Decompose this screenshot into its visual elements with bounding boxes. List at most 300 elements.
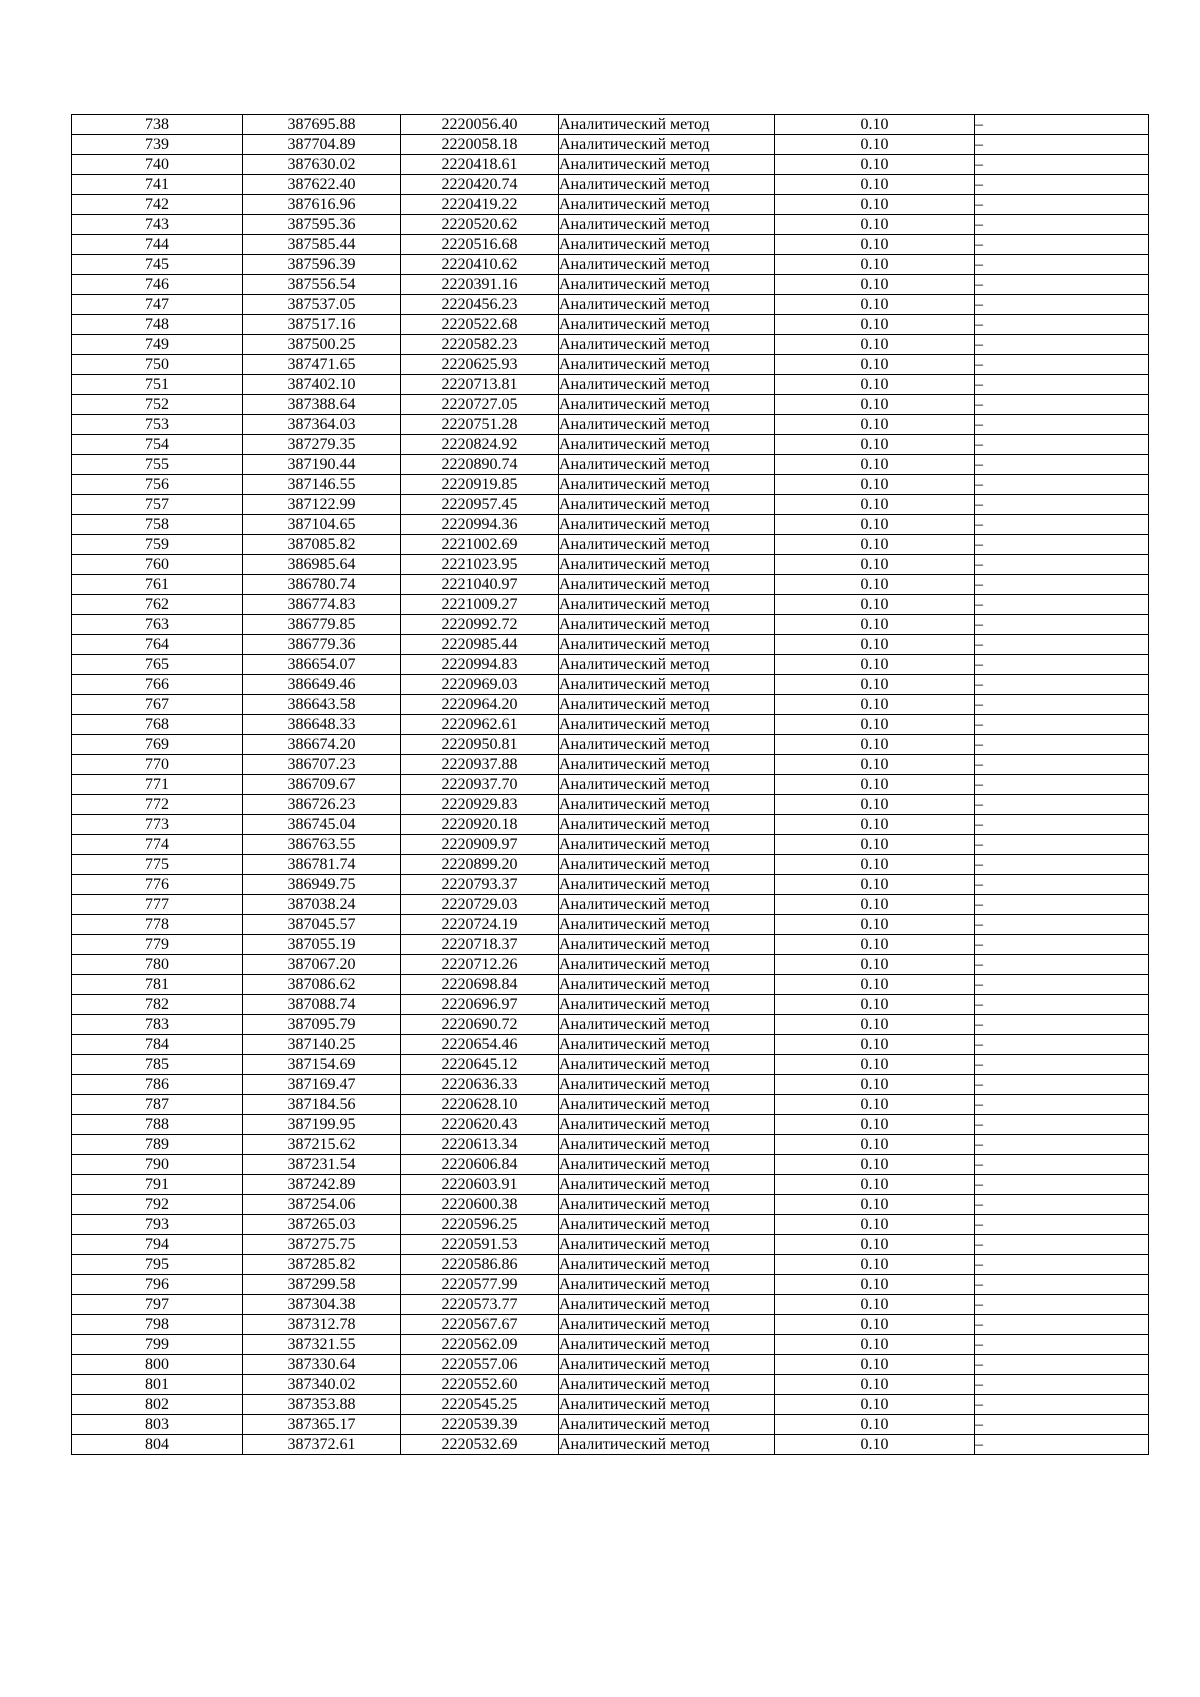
accuracy-cell: 0.10 [775, 1095, 975, 1115]
x-coordinate-cell: 386674.20 [243, 735, 401, 755]
x-coordinate-cell: 387104.65 [243, 515, 401, 535]
accuracy-cell: 0.10 [775, 215, 975, 235]
table-row [72, 195, 1149, 215]
accuracy-cell: 0.10 [775, 475, 975, 495]
method-cell: Аналитический метод [559, 675, 775, 695]
accuracy-cell: 0.10 [775, 595, 975, 615]
y-coordinate-cell: 2220751.28 [401, 415, 559, 435]
accuracy-cell: 0.10 [775, 1155, 975, 1175]
table-row [72, 1095, 1149, 1115]
point-number-cell: 799 [72, 1335, 243, 1355]
method-cell: Аналитический метод [559, 415, 775, 435]
point-number-cell: 753 [72, 415, 243, 435]
point-number-cell: 773 [72, 815, 243, 835]
table-row [72, 215, 1149, 235]
point-number-cell: 789 [72, 1135, 243, 1155]
note-cell: – [975, 1255, 1149, 1275]
x-coordinate-cell: 387299.58 [243, 1275, 401, 1295]
note-cell: – [975, 495, 1149, 515]
accuracy-cell: 0.10 [775, 115, 975, 135]
x-coordinate-cell: 386774.83 [243, 595, 401, 615]
x-coordinate-cell: 387279.35 [243, 435, 401, 455]
method-cell: Аналитический метод [559, 1235, 775, 1255]
y-coordinate-cell: 2220606.84 [401, 1155, 559, 1175]
method-cell: Аналитический метод [559, 1295, 775, 1315]
note-cell: – [975, 195, 1149, 215]
method-cell: Аналитический метод [559, 795, 775, 815]
note-cell: – [975, 915, 1149, 935]
point-number-cell: 758 [72, 515, 243, 535]
x-coordinate-cell: 387231.54 [243, 1155, 401, 1175]
accuracy-cell: 0.10 [775, 1415, 975, 1435]
y-coordinate-cell: 2221040.97 [401, 575, 559, 595]
accuracy-cell: 0.10 [775, 675, 975, 695]
accuracy-cell: 0.10 [775, 255, 975, 275]
point-number-cell: 787 [72, 1095, 243, 1115]
y-coordinate-cell: 2220690.72 [401, 1015, 559, 1035]
point-number-cell: 786 [72, 1075, 243, 1095]
table-row [72, 355, 1149, 375]
y-coordinate-cell: 2220645.12 [401, 1055, 559, 1075]
y-coordinate-cell: 2220410.62 [401, 255, 559, 275]
x-coordinate-cell: 387265.03 [243, 1215, 401, 1235]
x-coordinate-cell: 387146.55 [243, 475, 401, 495]
accuracy-cell: 0.10 [775, 755, 975, 775]
method-cell: Аналитический метод [559, 615, 775, 635]
table-row [72, 415, 1149, 435]
note-cell: – [975, 135, 1149, 155]
point-number-cell: 785 [72, 1055, 243, 1075]
method-cell: Аналитический метод [559, 935, 775, 955]
y-coordinate-cell: 2220950.81 [401, 735, 559, 755]
table-row [72, 715, 1149, 735]
table-row [72, 1415, 1149, 1435]
point-number-cell: 801 [72, 1375, 243, 1395]
accuracy-cell: 0.10 [775, 1435, 975, 1455]
point-number-cell: 777 [72, 895, 243, 915]
table-row [72, 1355, 1149, 1375]
point-number-cell: 797 [72, 1295, 243, 1315]
y-coordinate-cell: 2220391.16 [401, 275, 559, 295]
point-number-cell: 790 [72, 1155, 243, 1175]
point-number-cell: 744 [72, 235, 243, 255]
note-cell: – [975, 215, 1149, 235]
point-number-cell: 783 [72, 1015, 243, 1035]
table-row [72, 875, 1149, 895]
note-cell: – [975, 635, 1149, 655]
y-coordinate-cell: 2220056.40 [401, 115, 559, 135]
note-cell: – [975, 755, 1149, 775]
note-cell: – [975, 595, 1149, 615]
y-coordinate-cell: 2220567.67 [401, 1315, 559, 1335]
point-number-cell: 767 [72, 695, 243, 715]
table-row [72, 1155, 1149, 1175]
point-number-cell: 782 [72, 995, 243, 1015]
method-cell: Аналитический метод [559, 775, 775, 795]
y-coordinate-cell: 2220920.18 [401, 815, 559, 835]
method-cell: Аналитический метод [559, 555, 775, 575]
point-number-cell: 769 [72, 735, 243, 755]
point-number-cell: 746 [72, 275, 243, 295]
note-cell: – [975, 1415, 1149, 1435]
method-cell: Аналитический метод [559, 1375, 775, 1395]
table-row [72, 735, 1149, 755]
x-coordinate-cell: 386949.75 [243, 875, 401, 895]
y-coordinate-cell: 2220419.22 [401, 195, 559, 215]
note-cell: – [975, 1055, 1149, 1075]
point-number-cell: 798 [72, 1315, 243, 1335]
method-cell: Аналитический метод [559, 195, 775, 215]
x-coordinate-cell: 387364.03 [243, 415, 401, 435]
point-number-cell: 776 [72, 875, 243, 895]
method-cell: Аналитический метод [559, 215, 775, 235]
table-row [72, 1195, 1149, 1215]
table-row [72, 475, 1149, 495]
method-cell: Аналитический метод [559, 955, 775, 975]
point-number-cell: 749 [72, 335, 243, 355]
note-cell: – [975, 1135, 1149, 1155]
accuracy-cell: 0.10 [775, 895, 975, 915]
accuracy-cell: 0.10 [775, 715, 975, 735]
x-coordinate-cell: 386781.74 [243, 855, 401, 875]
accuracy-cell: 0.10 [775, 775, 975, 795]
method-cell: Аналитический метод [559, 735, 775, 755]
note-cell: – [975, 1075, 1149, 1095]
x-coordinate-cell: 387353.88 [243, 1395, 401, 1415]
method-cell: Аналитический метод [559, 255, 775, 275]
accuracy-cell: 0.10 [775, 155, 975, 175]
note-cell: – [975, 1395, 1149, 1415]
note-cell: – [975, 375, 1149, 395]
table-row [72, 1135, 1149, 1155]
note-cell: – [975, 995, 1149, 1015]
point-number-cell: 760 [72, 555, 243, 575]
x-coordinate-cell: 387556.54 [243, 275, 401, 295]
note-cell: – [975, 415, 1149, 435]
y-coordinate-cell: 2220620.43 [401, 1115, 559, 1135]
table-row [72, 555, 1149, 575]
y-coordinate-cell: 2220573.77 [401, 1295, 559, 1315]
y-coordinate-cell: 2220522.68 [401, 315, 559, 335]
accuracy-cell: 0.10 [775, 1215, 975, 1235]
method-cell: Аналитический метод [559, 715, 775, 735]
table-row [72, 775, 1149, 795]
table-row [72, 135, 1149, 155]
table-row [72, 1175, 1149, 1195]
table-row [72, 455, 1149, 475]
table-row [72, 1015, 1149, 1035]
note-cell: – [975, 1355, 1149, 1375]
accuracy-cell: 0.10 [775, 995, 975, 1015]
method-cell: Аналитический метод [559, 1175, 775, 1195]
note-cell: – [975, 715, 1149, 735]
y-coordinate-cell: 2220727.05 [401, 395, 559, 415]
note-cell: – [975, 355, 1149, 375]
x-coordinate-cell: 387585.44 [243, 235, 401, 255]
y-coordinate-cell: 2220628.10 [401, 1095, 559, 1115]
point-number-cell: 779 [72, 935, 243, 955]
x-coordinate-cell: 387596.39 [243, 255, 401, 275]
point-number-cell: 761 [72, 575, 243, 595]
table-row [72, 235, 1149, 255]
method-cell: Аналитический метод [559, 655, 775, 675]
method-cell: Аналитический метод [559, 815, 775, 835]
x-coordinate-cell: 387622.40 [243, 175, 401, 195]
x-coordinate-cell: 387388.64 [243, 395, 401, 415]
method-cell: Аналитический метод [559, 755, 775, 775]
point-number-cell: 802 [72, 1395, 243, 1415]
accuracy-cell: 0.10 [775, 615, 975, 635]
point-number-cell: 772 [72, 795, 243, 815]
table-row [72, 1035, 1149, 1055]
point-number-cell: 741 [72, 175, 243, 195]
accuracy-cell: 0.10 [775, 1315, 975, 1335]
x-coordinate-cell: 387154.69 [243, 1055, 401, 1075]
table-row [72, 815, 1149, 835]
note-cell: – [975, 795, 1149, 815]
note-cell: – [975, 955, 1149, 975]
table-row [72, 275, 1149, 295]
table-row [72, 1215, 1149, 1235]
point-number-cell: 771 [72, 775, 243, 795]
y-coordinate-cell: 2220603.91 [401, 1175, 559, 1195]
method-cell: Аналитический метод [559, 635, 775, 655]
accuracy-cell: 0.10 [775, 375, 975, 395]
y-coordinate-cell: 2220964.20 [401, 695, 559, 715]
table-row [72, 575, 1149, 595]
table-row [72, 295, 1149, 315]
note-cell: – [975, 695, 1149, 715]
method-cell: Аналитический метод [559, 1335, 775, 1355]
table-row [72, 1295, 1149, 1315]
y-coordinate-cell: 2221023.95 [401, 555, 559, 575]
x-coordinate-cell: 387365.17 [243, 1415, 401, 1435]
accuracy-cell: 0.10 [775, 1235, 975, 1255]
x-coordinate-cell: 387085.82 [243, 535, 401, 555]
note-cell: – [975, 1375, 1149, 1395]
point-number-cell: 795 [72, 1255, 243, 1275]
accuracy-cell: 0.10 [775, 395, 975, 415]
method-cell: Аналитический метод [559, 1015, 775, 1035]
x-coordinate-cell: 386779.85 [243, 615, 401, 635]
table-row [72, 335, 1149, 355]
table-row [72, 1275, 1149, 1295]
accuracy-cell: 0.10 [775, 275, 975, 295]
point-number-cell: 784 [72, 1035, 243, 1055]
method-cell: Аналитический метод [559, 1415, 775, 1435]
y-coordinate-cell: 2220654.46 [401, 1035, 559, 1055]
accuracy-cell: 0.10 [775, 635, 975, 655]
x-coordinate-cell: 387088.74 [243, 995, 401, 1015]
method-cell: Аналитический метод [559, 1315, 775, 1335]
method-cell: Аналитический метод [559, 1255, 775, 1275]
note-cell: – [975, 455, 1149, 475]
point-number-cell: 740 [72, 155, 243, 175]
table-row [72, 495, 1149, 515]
note-cell: – [975, 735, 1149, 755]
accuracy-cell: 0.10 [775, 195, 975, 215]
method-cell: Аналитический метод [559, 1275, 775, 1295]
note-cell: – [975, 1335, 1149, 1355]
method-cell: Аналитический метод [559, 1215, 775, 1235]
note-cell: – [975, 1035, 1149, 1055]
accuracy-cell: 0.10 [775, 795, 975, 815]
point-number-cell: 793 [72, 1215, 243, 1235]
point-number-cell: 743 [72, 215, 243, 235]
point-number-cell: 781 [72, 975, 243, 995]
note-cell: – [975, 1315, 1149, 1335]
x-coordinate-cell: 386709.67 [243, 775, 401, 795]
accuracy-cell: 0.10 [775, 135, 975, 155]
table-row [72, 695, 1149, 715]
method-cell: Аналитический метод [559, 495, 775, 515]
note-cell: – [975, 815, 1149, 835]
x-coordinate-cell: 387500.25 [243, 335, 401, 355]
accuracy-cell: 0.10 [775, 1135, 975, 1155]
accuracy-cell: 0.10 [775, 1255, 975, 1275]
table-row [72, 795, 1149, 815]
x-coordinate-cell: 386763.55 [243, 835, 401, 855]
accuracy-cell: 0.10 [775, 915, 975, 935]
accuracy-cell: 0.10 [775, 855, 975, 875]
y-coordinate-cell: 2220713.81 [401, 375, 559, 395]
accuracy-cell: 0.10 [775, 335, 975, 355]
note-cell: – [975, 435, 1149, 455]
y-coordinate-cell: 2220729.03 [401, 895, 559, 915]
method-cell: Аналитический метод [559, 175, 775, 195]
x-coordinate-cell: 387184.56 [243, 1095, 401, 1115]
y-coordinate-cell: 2221002.69 [401, 535, 559, 555]
method-cell: Аналитический метод [559, 695, 775, 715]
x-coordinate-cell: 386654.07 [243, 655, 401, 675]
accuracy-cell: 0.10 [775, 815, 975, 835]
y-coordinate-cell: 2220600.38 [401, 1195, 559, 1215]
method-cell: Аналитический метод [559, 115, 775, 135]
method-cell: Аналитический метод [559, 895, 775, 915]
table-row [72, 1315, 1149, 1335]
table-row [72, 855, 1149, 875]
point-number-cell: 796 [72, 1275, 243, 1295]
point-number-cell: 742 [72, 195, 243, 215]
y-coordinate-cell: 2220696.97 [401, 995, 559, 1015]
point-number-cell: 788 [72, 1115, 243, 1135]
y-coordinate-cell: 2220562.09 [401, 1335, 559, 1355]
x-coordinate-cell: 387067.20 [243, 955, 401, 975]
note-cell: – [975, 175, 1149, 195]
note-cell: – [975, 875, 1149, 895]
y-coordinate-cell: 2220994.83 [401, 655, 559, 675]
point-number-cell: 739 [72, 135, 243, 155]
coordinates-table [71, 114, 1149, 1455]
x-coordinate-cell: 386643.58 [243, 695, 401, 715]
method-cell: Аналитический метод [559, 335, 775, 355]
x-coordinate-cell: 387242.89 [243, 1175, 401, 1195]
note-cell: – [975, 895, 1149, 915]
table-row [72, 995, 1149, 1015]
method-cell: Аналитический метод [559, 1055, 775, 1075]
x-coordinate-cell: 387340.02 [243, 1375, 401, 1395]
note-cell: – [975, 655, 1149, 675]
method-cell: Аналитический метод [559, 1155, 775, 1175]
x-coordinate-cell: 387169.47 [243, 1075, 401, 1095]
x-coordinate-cell: 386745.04 [243, 815, 401, 835]
method-cell: Аналитический метод [559, 1135, 775, 1155]
note-cell: – [975, 1295, 1149, 1315]
method-cell: Аналитический метод [559, 515, 775, 535]
note-cell: – [975, 975, 1149, 995]
note-cell: – [975, 295, 1149, 315]
accuracy-cell: 0.10 [775, 835, 975, 855]
method-cell: Аналитический метод [559, 475, 775, 495]
y-coordinate-cell: 2220532.69 [401, 1435, 559, 1455]
point-number-cell: 754 [72, 435, 243, 455]
y-coordinate-cell: 2220520.62 [401, 215, 559, 235]
table-row [72, 1335, 1149, 1355]
method-cell: Аналитический метод [559, 855, 775, 875]
note-cell: – [975, 395, 1149, 415]
y-coordinate-cell: 2220625.93 [401, 355, 559, 375]
method-cell: Аналитический метод [559, 915, 775, 935]
table-row [72, 915, 1149, 935]
point-number-cell: 759 [72, 535, 243, 555]
x-coordinate-cell: 387630.02 [243, 155, 401, 175]
accuracy-cell: 0.10 [775, 435, 975, 455]
x-coordinate-cell: 387695.88 [243, 115, 401, 135]
table-row [72, 255, 1149, 275]
x-coordinate-cell: 387038.24 [243, 895, 401, 915]
accuracy-cell: 0.10 [775, 1275, 975, 1295]
accuracy-cell: 0.10 [775, 1055, 975, 1075]
table-row [72, 635, 1149, 655]
accuracy-cell: 0.10 [775, 235, 975, 255]
y-coordinate-cell: 2220969.03 [401, 675, 559, 695]
table-body [72, 115, 1149, 1455]
y-coordinate-cell: 2221009.27 [401, 595, 559, 615]
note-cell: – [975, 1235, 1149, 1255]
accuracy-cell: 0.10 [775, 175, 975, 195]
table-row [72, 115, 1149, 135]
accuracy-cell: 0.10 [775, 955, 975, 975]
table-row [72, 515, 1149, 535]
method-cell: Аналитический метод [559, 975, 775, 995]
table-row [72, 155, 1149, 175]
accuracy-cell: 0.10 [775, 1355, 975, 1375]
table-row [72, 1235, 1149, 1255]
accuracy-cell: 0.10 [775, 535, 975, 555]
y-coordinate-cell: 2220418.61 [401, 155, 559, 175]
accuracy-cell: 0.10 [775, 1295, 975, 1315]
table-row [72, 955, 1149, 975]
point-number-cell: 778 [72, 915, 243, 935]
table-row [72, 1395, 1149, 1415]
accuracy-cell: 0.10 [775, 1175, 975, 1195]
x-coordinate-cell: 387199.95 [243, 1115, 401, 1135]
table-row [72, 315, 1149, 335]
point-number-cell: 748 [72, 315, 243, 335]
accuracy-cell: 0.10 [775, 355, 975, 375]
accuracy-cell: 0.10 [775, 1195, 975, 1215]
y-coordinate-cell: 2220539.39 [401, 1415, 559, 1435]
accuracy-cell: 0.10 [775, 875, 975, 895]
x-coordinate-cell: 387285.82 [243, 1255, 401, 1275]
method-cell: Аналитический метод [559, 235, 775, 255]
note-cell: – [975, 235, 1149, 255]
method-cell: Аналитический метод [559, 315, 775, 335]
x-coordinate-cell: 387086.62 [243, 975, 401, 995]
y-coordinate-cell: 2220557.06 [401, 1355, 559, 1375]
y-coordinate-cell: 2220582.23 [401, 335, 559, 355]
note-cell: – [975, 1175, 1149, 1195]
